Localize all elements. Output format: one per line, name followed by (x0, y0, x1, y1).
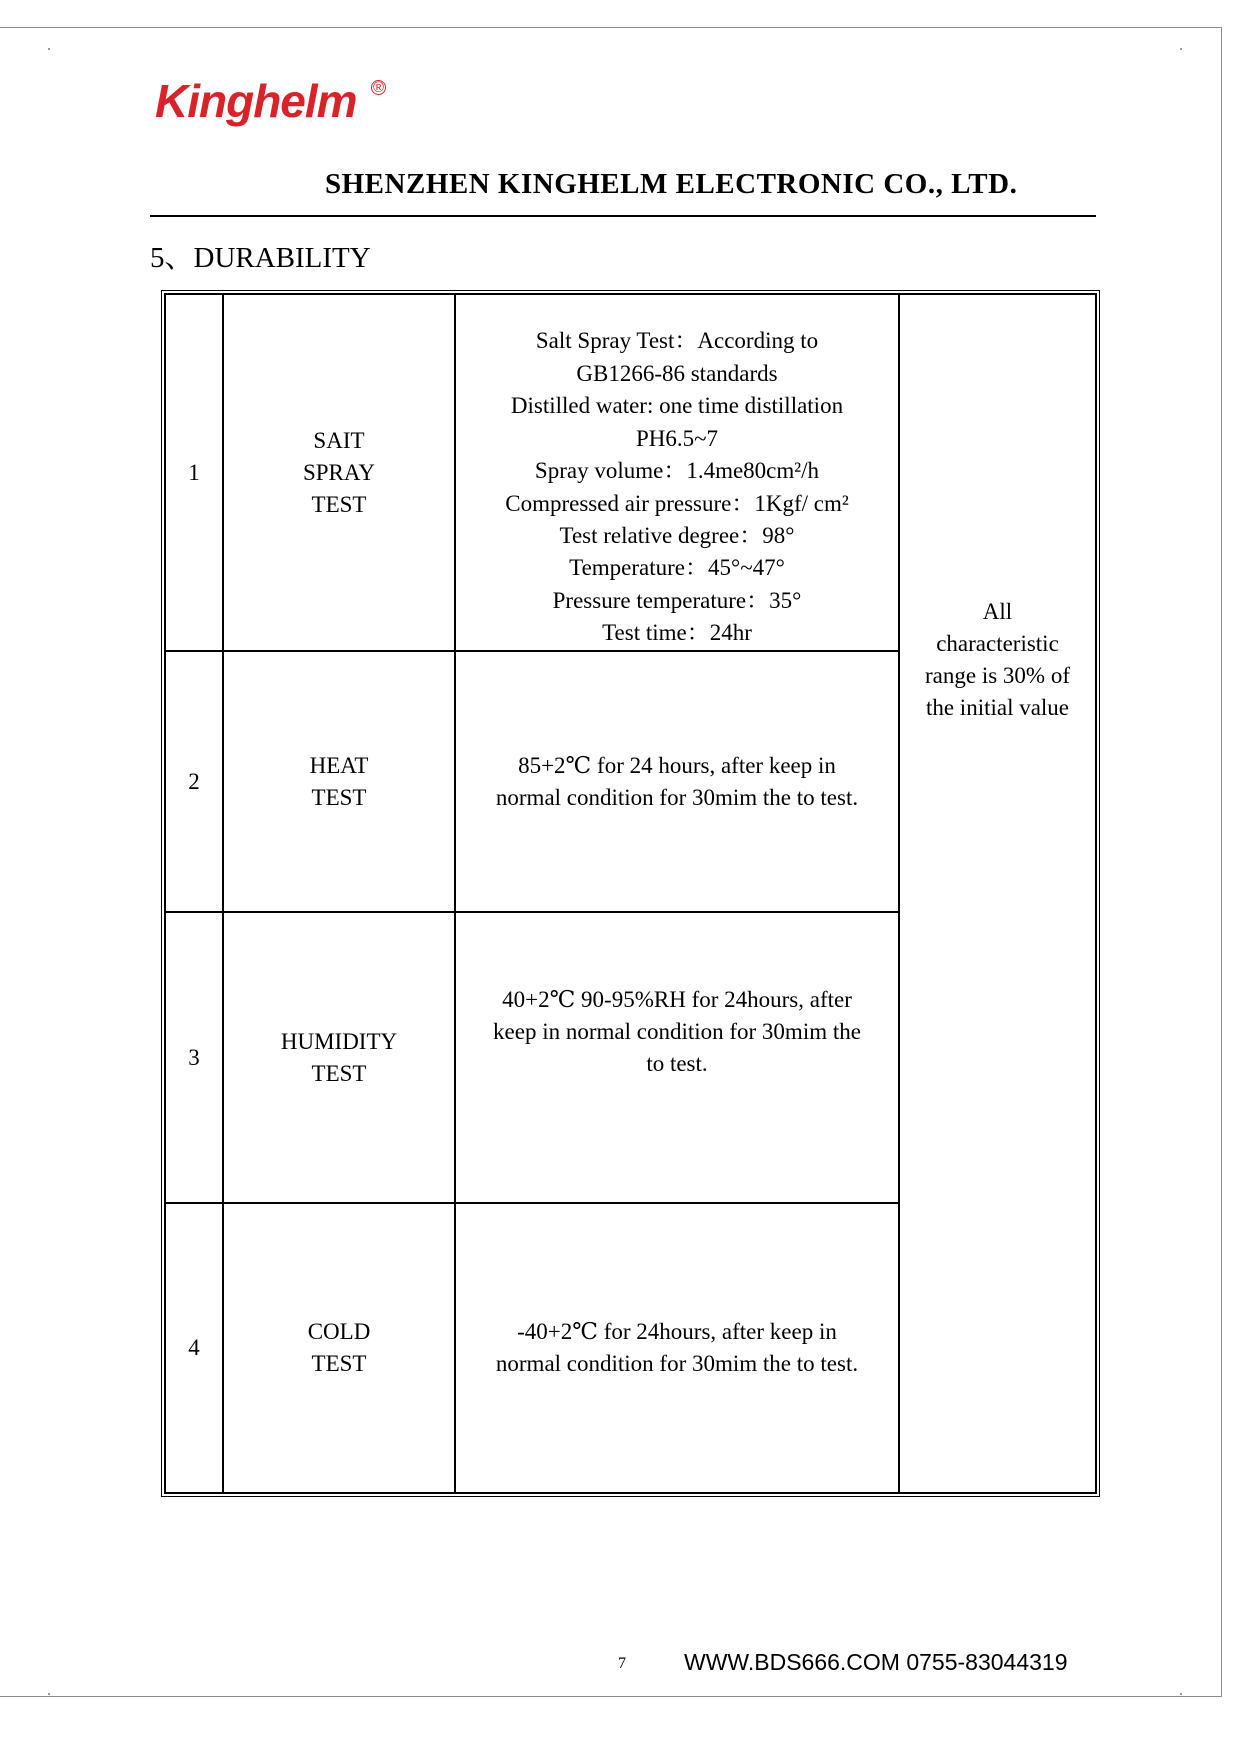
registered-mark: ® (372, 79, 385, 96)
text-line: characteristic (936, 631, 1059, 656)
website-phone: WWW.BDS666.COM 0755-83044319 (684, 1649, 1068, 1675)
text-line: Salt Spray Test：According to (535, 328, 819, 354)
text-line: range is 30% of (925, 663, 1070, 688)
text-line: TEST (311, 1351, 367, 1376)
page-number: 7 (618, 1655, 626, 1672)
text-line: TEST (311, 1060, 367, 1086)
row-number-text: 1 (188, 459, 200, 485)
text-line: 40+2℃ 90-95%RH for 24hours, after (502, 986, 852, 1012)
text-line: PH6.5~7 (635, 425, 719, 451)
test-condition (456, 1204, 898, 1492)
text-line: the initial value (925, 695, 1070, 720)
text-line: COLD (307, 1319, 371, 1344)
text-line: keep in normal condition for 30mim the (493, 1018, 861, 1044)
text-line: HUMIDITY (280, 1028, 398, 1054)
test-condition-lines (496, 750, 858, 814)
row-number-text: 3 (188, 1044, 200, 1070)
text-line: normal condition for 30mim the to test. (495, 784, 859, 810)
text-line: Test relative degree：98° (559, 522, 795, 548)
test-condition (456, 295, 898, 650)
corner-mark (1180, 1693, 1182, 1695)
text-line: Compressed air pressure：1Kgf/ cm² (505, 490, 849, 516)
test-name-lines (308, 1316, 371, 1380)
company-name: SHENZHEN KINGHELM ELECTRONIC CO., LTD. (325, 168, 1018, 200)
row-number (166, 652, 222, 911)
acceptance-criteria-lines (925, 596, 1070, 724)
test-name (224, 652, 454, 911)
text-line: Test time：24hr (602, 620, 752, 646)
test-condition (456, 913, 898, 1202)
test-name (224, 295, 454, 650)
text-line: Temperature：45°~47° (569, 555, 785, 581)
corner-mark (48, 1693, 50, 1695)
row-number-text: 4 (188, 1335, 200, 1360)
corner-mark (48, 48, 50, 50)
text-line: TEST (311, 784, 367, 810)
text-line: GB1266-86 standards (576, 360, 778, 386)
text-line: TEST (311, 491, 367, 517)
test-name-lines (281, 1026, 397, 1090)
test-condition (456, 652, 898, 911)
text-line: Spray volume：1.4me80cm²/h (534, 458, 820, 484)
text-line: All (982, 599, 1013, 624)
test-name (224, 1204, 454, 1492)
text-line: normal condition for 30mim the to test. (495, 1351, 859, 1376)
text-line: to test. (646, 1050, 708, 1076)
text-line: -40+2℃ for 24hours, after keep in (517, 1319, 837, 1344)
test-name-lines (310, 750, 369, 814)
test-condition-lines (505, 325, 849, 649)
test-name (224, 913, 454, 1202)
text-line: Pressure temperature：35° (552, 587, 802, 613)
corner-mark (1180, 48, 1182, 50)
text-line: SAIT (313, 427, 365, 453)
text-line: Distilled water: one time distillation (510, 393, 844, 419)
row-number (166, 1204, 222, 1492)
row-number (166, 913, 222, 1202)
text-line: SPRAY (302, 459, 376, 485)
acceptance-criteria (900, 295, 1095, 1025)
row-number-text: 2 (188, 768, 200, 794)
section-title: 5、DURABILITY (150, 242, 371, 274)
test-name-lines (303, 425, 375, 521)
header-rule (150, 215, 1096, 217)
test-condition-lines (493, 984, 861, 1080)
company-logo: Kinghelm (155, 75, 357, 127)
text-line: 85+2℃ for 24 hours, after keep in (518, 752, 836, 778)
test-condition-lines (496, 1316, 858, 1380)
row-number (166, 295, 222, 650)
text-line: HEAT (309, 752, 369, 778)
